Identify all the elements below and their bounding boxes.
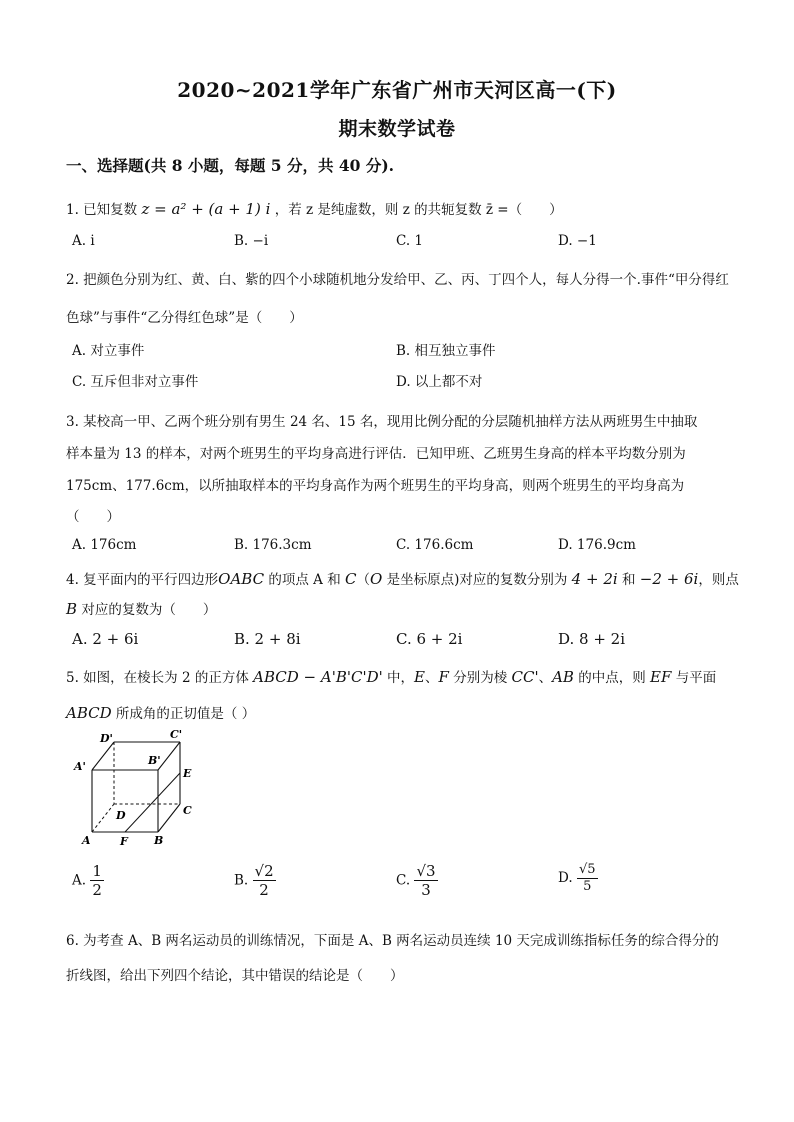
question-3-line-1: 3. 某校高一甲、乙两个班分别有男生 24 名、15 名，现用比例分配的分层随机抽样方法从两班男生中抽取 bbox=[66, 414, 698, 430]
label-c: C bbox=[183, 804, 192, 817]
exam-title: 2020~2021学年广东省广州市天河区高一(下) bbox=[177, 78, 617, 102]
q4-text-g: 是坐标原点)对应的复数分别为 bbox=[382, 572, 572, 588]
q4-math-z1: 4 + 2i bbox=[571, 570, 618, 588]
label-b: B bbox=[154, 834, 164, 847]
q5-option-a-fraction bbox=[90, 862, 104, 899]
exam-subtitle: 期末数学试卷 bbox=[338, 118, 456, 140]
q5-text-g: 分别为棱 bbox=[448, 670, 512, 686]
q4-text-i: 和 bbox=[617, 572, 640, 588]
q1-option-c: C. 1 bbox=[396, 233, 424, 249]
question-5-line-2 bbox=[66, 702, 255, 722]
q5-text-a: 5. 如图，在棱长为 2 的正方体 bbox=[66, 670, 254, 686]
label-f: F bbox=[120, 835, 128, 848]
q5-option-a-label: A. bbox=[72, 872, 87, 889]
label-a-prime: A' bbox=[74, 760, 86, 773]
q5-option-b bbox=[234, 862, 276, 899]
q2-option-a: A. 对立事件 bbox=[72, 343, 145, 359]
q5-option-b-label: B. bbox=[234, 872, 249, 889]
q3-option-a: A. 176cm bbox=[72, 537, 137, 553]
q5-option-c bbox=[396, 862, 438, 899]
question-5-line-1 bbox=[66, 666, 716, 686]
label-d-prime: D' bbox=[100, 732, 113, 745]
q5-text-m: 与平面 bbox=[671, 670, 717, 686]
q1-option-a: A. i bbox=[72, 233, 95, 249]
q5-option-c-numerator: √3 bbox=[416, 862, 436, 880]
question-2-line-1: 2. 把颜色分别为红、黄、白、紫的四个小球随机地分发给甲、乙、丙、丁四个人，每人分得一个.事件“甲分得红 bbox=[66, 272, 729, 288]
q4-text-c: 的项点 A 和 bbox=[264, 572, 346, 588]
q5-option-d bbox=[558, 862, 598, 894]
q2-option-c: C. 互斥但非对立事件 bbox=[72, 374, 199, 390]
q4-option-b: B. 2 + 8i bbox=[234, 630, 301, 648]
q4-option-c: C. 6 + 2i bbox=[396, 630, 463, 648]
q4-text-2b: 对应的复数为（ ） bbox=[77, 602, 217, 618]
q5-option-a-denominator: 2 bbox=[92, 881, 102, 899]
q5-math-ef: EF bbox=[650, 668, 672, 686]
q3-option-d: D. 176.9cm bbox=[558, 537, 636, 553]
q1-option-d: D. −1 bbox=[558, 233, 597, 249]
q5-option-b-denominator: 2 bbox=[259, 881, 269, 899]
q3-option-c: C. 176.6cm bbox=[396, 537, 474, 553]
q5-text-c: 中， bbox=[382, 670, 415, 686]
q5-option-b-fraction bbox=[253, 862, 276, 899]
q4-option-a: A. 2 + 6i bbox=[72, 630, 139, 648]
q5-option-d-fraction bbox=[577, 862, 598, 894]
q4-math-oabc: OABC bbox=[218, 570, 265, 588]
q5-option-d-denominator: 5 bbox=[583, 878, 592, 894]
q4-text-k: ，则点 bbox=[698, 572, 739, 588]
q5-option-c-label: C. bbox=[396, 872, 411, 889]
q5-text-k: 的中点，则 bbox=[573, 670, 651, 686]
q1-text-b: ，若 z 是纯虚数，则 z 的共轭复数 bbox=[274, 202, 482, 218]
q5-math-f: F bbox=[438, 668, 449, 686]
question-2-line-2: 色球”与事件“乙分得红色球”是（ ） bbox=[66, 310, 303, 326]
q5-math-cube: ABCD − A'B'C'D' bbox=[253, 668, 383, 686]
q5-text-2b: 所成角的正切值是（ ） bbox=[111, 706, 256, 722]
q4-math-b: B bbox=[66, 600, 78, 618]
q1-formula: z = a² + (a + 1) i bbox=[141, 200, 271, 218]
q1-text-a: 1. 已知复数 bbox=[66, 202, 138, 218]
cube-figure bbox=[70, 728, 200, 850]
q2-option-b: B. 相互独立事件 bbox=[396, 343, 496, 359]
q5-option-a-numerator: 1 bbox=[92, 862, 102, 880]
q4-math-z2: −2 + 6i bbox=[639, 570, 699, 588]
q5-text-i: 、 bbox=[538, 670, 553, 686]
q5-math-cc: CC' bbox=[511, 668, 539, 686]
question-1-stem bbox=[66, 198, 563, 218]
question-3-line-3: 175cm、177.6cm，以所抽取样本的平均身高作为两个班男生的平均身高，则两个班男生的平均身高为 bbox=[66, 478, 685, 494]
question-6-line-2: 折线图，给出下列四个结论，其中错误的结论是（ ） bbox=[66, 968, 404, 984]
question-3-line-4: （ ） bbox=[66, 509, 120, 525]
q5-math-e: E bbox=[414, 668, 425, 686]
question-4-line-2 bbox=[66, 598, 216, 618]
q5-option-d-numerator: √5 bbox=[578, 862, 596, 877]
section-heading: 一、选择题(共 8 小题，每题 5 分，共 40 分). bbox=[66, 156, 395, 175]
q4-text-a: 4. 复平面内的平行四边形 bbox=[66, 572, 219, 588]
q4-option-d: D. 8 + 2i bbox=[558, 630, 626, 648]
label-d: D bbox=[116, 809, 126, 822]
q5-text-e: 、 bbox=[425, 670, 439, 686]
q1-option-b: B. −i bbox=[234, 233, 269, 249]
q3-option-b: B. 176.3cm bbox=[234, 537, 312, 553]
q5-math-abcd: ABCD bbox=[66, 704, 112, 722]
question-3-line-2: 样本量为 13 的样本，对两个班男生的平均身高进行评估．已知甲班、乙班男生身高的样本平均数分别为 bbox=[66, 446, 686, 462]
label-e: E bbox=[183, 767, 192, 780]
q5-option-a bbox=[72, 862, 104, 899]
q5-option-c-denominator: 3 bbox=[421, 881, 431, 899]
q2-option-d: D. 以上都不对 bbox=[396, 374, 483, 390]
q5-math-ab: AB bbox=[552, 668, 574, 686]
label-b-prime: B' bbox=[148, 754, 161, 767]
label-a: A bbox=[82, 834, 91, 847]
q5-option-c-fraction bbox=[414, 862, 437, 899]
q4-text-e: （ bbox=[356, 572, 370, 588]
q5-option-b-numerator: √2 bbox=[254, 862, 274, 880]
q1-text-c: z̄ =（ ） bbox=[485, 202, 563, 218]
label-c-prime: C' bbox=[170, 728, 183, 741]
q4-math-c: C bbox=[345, 570, 357, 588]
question-6-line-1: 6. 为考查 A、B 两名运动员的训练情况，下面是 A、B 两名运动员连续 10 天完成训练指标任务的综合得分的 bbox=[66, 933, 719, 949]
q5-option-d-label: D. bbox=[558, 870, 573, 887]
q4-math-o: O bbox=[370, 570, 383, 588]
question-4-line-1 bbox=[66, 568, 739, 588]
